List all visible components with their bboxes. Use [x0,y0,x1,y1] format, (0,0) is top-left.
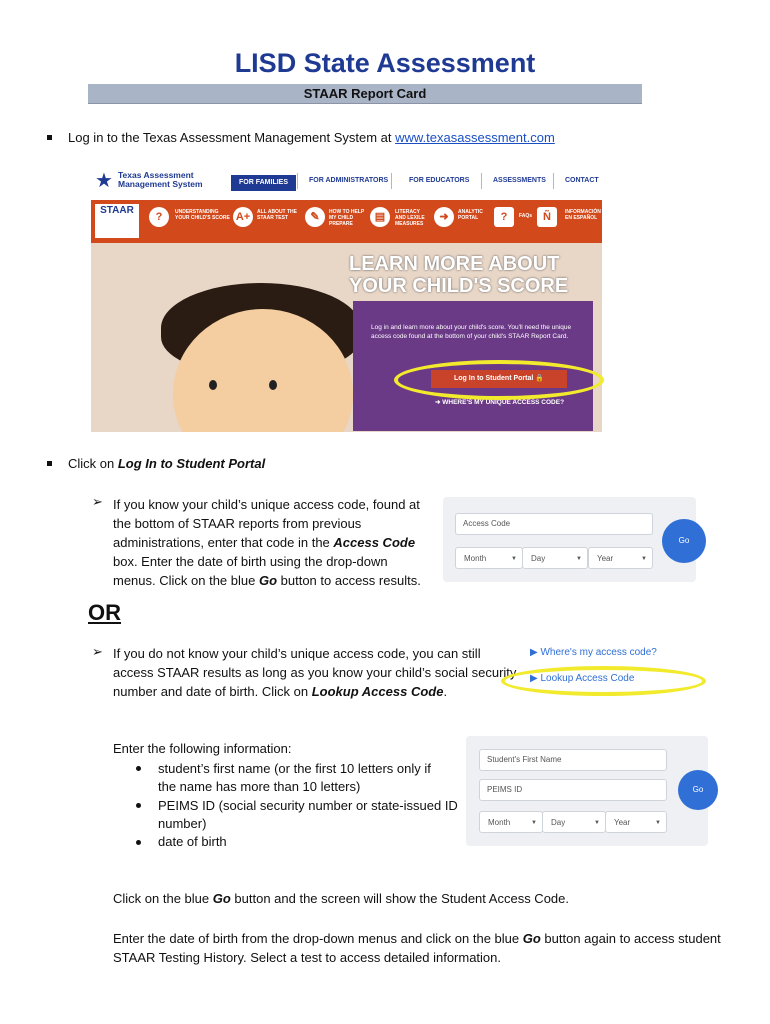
year-select[interactable]: Year ▼ [588,547,653,569]
menu-faqs[interactable]: FAQs [519,213,533,219]
or-heading: OR [88,600,121,625]
boy-eye [209,380,217,390]
site-orange-menu [91,200,602,243]
peims-id-input[interactable]: PEIMS ID [479,779,667,801]
page-title: LISD State Assessment [234,48,536,78]
menu-espanol[interactable]: INFORMACIÓN EN ESPAÑOL [565,209,601,221]
nav-for-educators[interactable]: FOR EDUCATORS [409,177,470,184]
month-select[interactable]: Month ▼ [479,811,543,833]
square-bullet-icon [47,461,52,466]
bullet-dot [136,766,141,771]
nav-divider [391,173,392,189]
nav-divider [553,173,554,189]
arrow-bullet-icon: ➢ [92,494,103,509]
nav-for-families[interactable]: FOR FAMILIES [231,175,296,191]
where-access-code-link[interactable]: ▶ Where's my access code? [530,647,657,658]
espanol-icon: Ñ [537,207,557,227]
texasassessment-link[interactable]: www.texasassessment.com [395,130,555,145]
nav-contact[interactable]: CONTACT [565,177,599,184]
go-button[interactable]: Go [662,519,706,563]
log-in-student-portal-button[interactable]: Log In to Student Portal 🔒 [431,370,567,388]
texas-star-icon: ★ [95,170,113,192]
bullet-dot [136,803,141,808]
nav-divider [297,173,298,189]
question-icon: ? [149,207,169,227]
know-code-paragraph: If you know your child’s unique access code, found at the bottom of STAAR reports from previous administrations, enter that code in the Access Code box. Enter the date of birth using the drop-down menus. Click on the blue Go button to access results. [113,497,421,588]
menu-all-about-staar[interactable]: ALL ABOUT THE STAAR TEST [257,209,297,221]
lookup-access-code-link[interactable]: ▶ Lookup Access Code [530,673,635,684]
click-go-sentence: Click on the blue Go button and the screen will show the Student Access Code. [113,891,569,906]
nav-for-administrators[interactable]: FOR ADMINISTRATORS [309,177,389,184]
staar-logo: STAAR [95,204,139,238]
day-select[interactable]: Day ▼ [522,547,588,569]
site-hero [91,243,602,432]
boy-eye [269,380,277,390]
logo-line1: Texas Assessment [118,170,194,180]
enter-info-label: Enter the following information: [113,741,292,756]
highlight-circle [394,360,604,400]
bullet-dot [136,840,141,845]
no-code-paragraph: If you do not know your child’s unique access code, you can still access STAAR results as long as you know your child’s social security number and date of birth. Click on Lookup Access Code. [113,646,517,699]
nav-divider [481,173,482,189]
step-login [68,130,555,145]
a-plus-icon: A+ [233,207,253,227]
nav-assessments[interactable]: ASSESSMENTS [493,177,546,184]
subtitle-bar: STAAR Report Card [88,84,642,104]
first-name-input[interactable]: Student's First Name [479,749,667,771]
menu-literacy-lexile[interactable]: LITERACY AND LEXILE MEASURES [395,209,425,227]
faq-icon: ? [494,207,514,227]
book-icon: ▤ [370,207,390,227]
step-login-text: Log in to the Texas Assessment Management System at [68,130,396,145]
lookup-form [466,736,708,846]
site-top-nav [91,165,602,200]
go-button[interactable]: Go [678,770,718,810]
arrow-portal-icon: ➜ [434,207,454,227]
highlight-circle [501,666,706,696]
info-item-dob: date of birth [158,834,227,849]
pencil-icon: ✎ [305,207,325,227]
access-code-form [443,497,696,582]
arrow-bullet-icon: ➢ [92,644,103,659]
site-logo[interactable] [118,171,203,189]
access-code-input[interactable]: Access Code [455,513,653,535]
month-select[interactable]: Month ▼ [455,547,523,569]
step-click-portal: Click on Log In to Student Portal [68,456,266,471]
year-select[interactable]: Year ▼ [605,811,667,833]
day-select[interactable]: Day ▼ [542,811,606,833]
info-item-first-name: student’s first name (or the first 10 letters only if the name has more than 10 letters) [158,761,431,794]
hero-heading: LEARN MORE ABOUT YOUR CHILD'S SCORE [349,253,569,297]
info-item-peims: PEIMS ID (social security number or state-issued ID number) [158,798,458,831]
menu-help-prepare[interactable]: HOW TO HELP MY CHILD PREPARE [329,209,365,227]
square-bullet-icon [47,135,52,140]
logo-line2: Management System [118,179,203,189]
menu-understanding-score[interactable]: UNDERSTANDING YOUR CHILD'S SCORE [175,209,230,221]
menu-analytic-portal[interactable]: ANALYTIC PORTAL [458,209,483,221]
final-instructions: Enter the date of birth from the drop-down menus and click on the blue Go button again to access student STAAR Testing History. Select a test to access detailed information. [113,931,721,965]
where-unique-code-link[interactable]: ➜ WHERE'S MY UNIQUE ACCESS CODE? [435,399,565,406]
hero-paragraph: Log in and learn more about your child's score. You'll need the unique access code found at the bottom of your child's STAAR Report Card. [371,324,572,340]
